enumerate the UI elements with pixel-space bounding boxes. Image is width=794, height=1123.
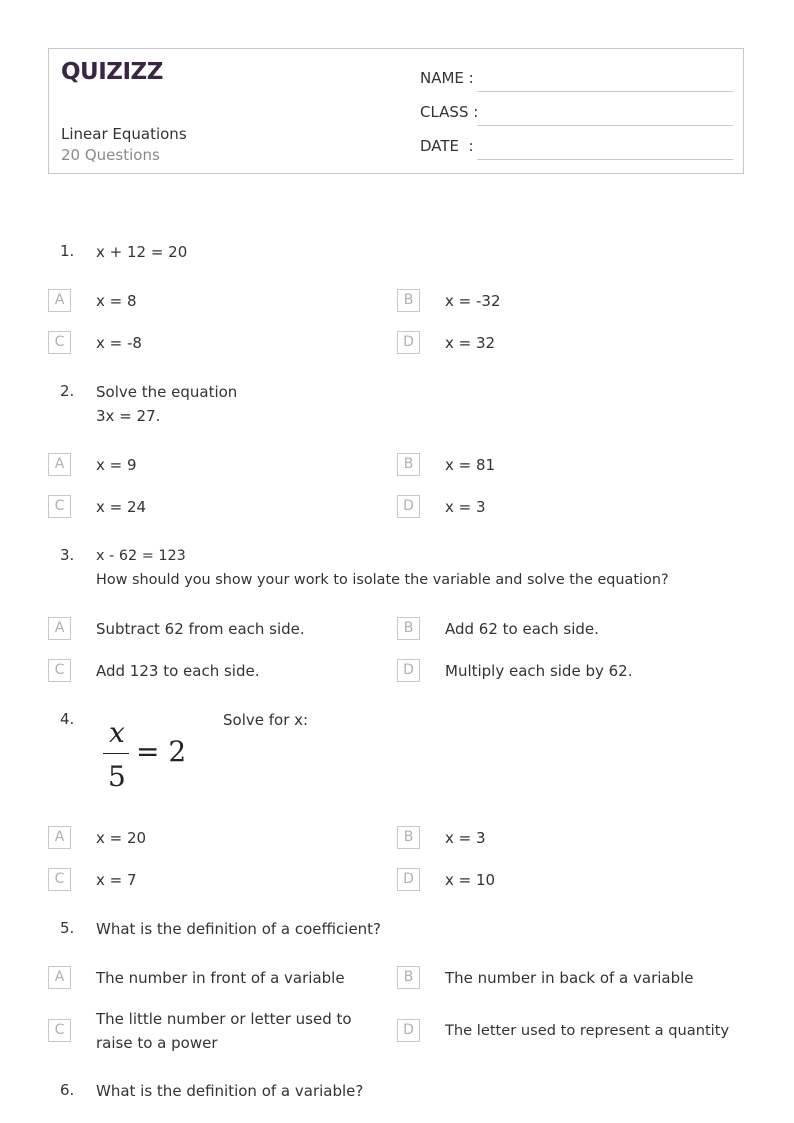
question-number: 6. xyxy=(60,1081,75,1099)
option-c-text: Add 123 to each side. xyxy=(96,662,260,680)
option-a-text: x = 8 xyxy=(96,292,137,310)
question-line: Solve the equation xyxy=(96,383,238,401)
question-text xyxy=(96,240,187,264)
option-d-box[interactable]: D xyxy=(397,659,420,682)
option-b-text: x = 3 xyxy=(445,829,486,847)
option-b-text: Add 62 to each side. xyxy=(445,620,599,638)
quizizz-logo: QUIZIZZ xyxy=(61,59,163,85)
option-d-box[interactable]: D xyxy=(397,331,420,354)
option-a-text: x = 20 xyxy=(96,829,147,847)
fraction-denominator: 5 xyxy=(108,760,126,793)
option-d-text: The letter used to represent a quantity xyxy=(445,1022,730,1039)
class-label: CLASS : xyxy=(420,103,479,121)
option-a-box[interactable]: A xyxy=(48,966,71,989)
question-count: 20 Questions xyxy=(61,146,160,164)
equation-rhs: = 2 xyxy=(136,735,187,768)
fraction-numerator: x xyxy=(109,716,125,749)
name-field xyxy=(420,69,733,93)
date-label: DATE : xyxy=(420,137,474,155)
question-line: Solve for x: xyxy=(223,711,309,729)
option-c-text: x = 7 xyxy=(96,871,137,889)
question-text xyxy=(96,544,669,592)
option-b-box[interactable]: B xyxy=(397,826,420,849)
name-line xyxy=(477,91,733,92)
option-c-box[interactable]: C xyxy=(48,659,71,682)
option-b-text: x = -32 xyxy=(445,292,501,310)
question-number: 5. xyxy=(60,919,75,937)
option-d-text: x = 10 xyxy=(445,871,496,889)
name-label: NAME : xyxy=(420,69,474,87)
option-b-text: The number in back of a variable xyxy=(445,969,694,987)
option-a-box[interactable]: A xyxy=(48,453,71,476)
question-line: What is the definition of a variable? xyxy=(96,1082,364,1100)
option-b-box[interactable]: B xyxy=(397,289,420,312)
question-text xyxy=(223,708,308,732)
question-text xyxy=(96,917,381,941)
option-b-box[interactable]: B xyxy=(397,453,420,476)
option-a-text: The number in front of a variable xyxy=(96,969,345,987)
option-d-text: x = 32 xyxy=(445,334,496,352)
question-number: 4. xyxy=(60,710,75,728)
date-field xyxy=(420,137,733,161)
question-line: x + 12 = 20 xyxy=(96,243,188,261)
question-line: 3x = 27. xyxy=(96,407,161,425)
option-c-box[interactable]: C xyxy=(48,495,71,518)
option-c-text: x = 24 xyxy=(96,498,147,516)
option-d-box[interactable]: D xyxy=(397,495,420,518)
class-field xyxy=(420,103,733,127)
question-line: How should you show your work to isolate the variable and solve the equation? xyxy=(96,572,669,588)
option-b-box[interactable]: B xyxy=(397,617,420,640)
date-line xyxy=(477,159,733,160)
worksheet-title: Linear Equations xyxy=(61,125,187,143)
option-b-box[interactable]: B xyxy=(397,966,420,989)
option-d-text: x = 3 xyxy=(445,498,486,516)
option-a-box[interactable]: A xyxy=(48,617,71,640)
question-line: What is the definition of a coefficient? xyxy=(96,920,382,938)
question-text xyxy=(96,380,237,428)
option-c-box[interactable]: C xyxy=(48,868,71,891)
option-d-box[interactable]: D xyxy=(397,868,420,891)
option-b-text: x = 81 xyxy=(445,456,496,474)
option-a-box[interactable]: A xyxy=(48,826,71,849)
question-line: x - 62 = 123 xyxy=(96,548,186,564)
option-c-text: The little number or letter used to raise to a power xyxy=(96,1010,352,1052)
option-c-box[interactable]: C xyxy=(48,1019,71,1042)
question-number: 1. xyxy=(60,242,75,260)
question-text xyxy=(96,1079,363,1103)
question-number: 2. xyxy=(60,382,75,400)
option-d-text: Multiply each side by 62. xyxy=(445,662,633,680)
worksheet-header xyxy=(48,48,744,174)
option-a-text: Subtract 62 from each side. xyxy=(96,620,305,638)
option-a-box[interactable]: A xyxy=(48,289,71,312)
class-line xyxy=(477,125,733,126)
option-d-box[interactable]: D xyxy=(397,1019,420,1042)
option-c-text: x = -8 xyxy=(96,334,142,352)
option-a-text: x = 9 xyxy=(96,456,137,474)
option-c-box[interactable]: C xyxy=(48,331,71,354)
question-number: 3. xyxy=(60,546,75,564)
math-equation xyxy=(103,716,185,792)
fraction-bar xyxy=(103,753,129,754)
